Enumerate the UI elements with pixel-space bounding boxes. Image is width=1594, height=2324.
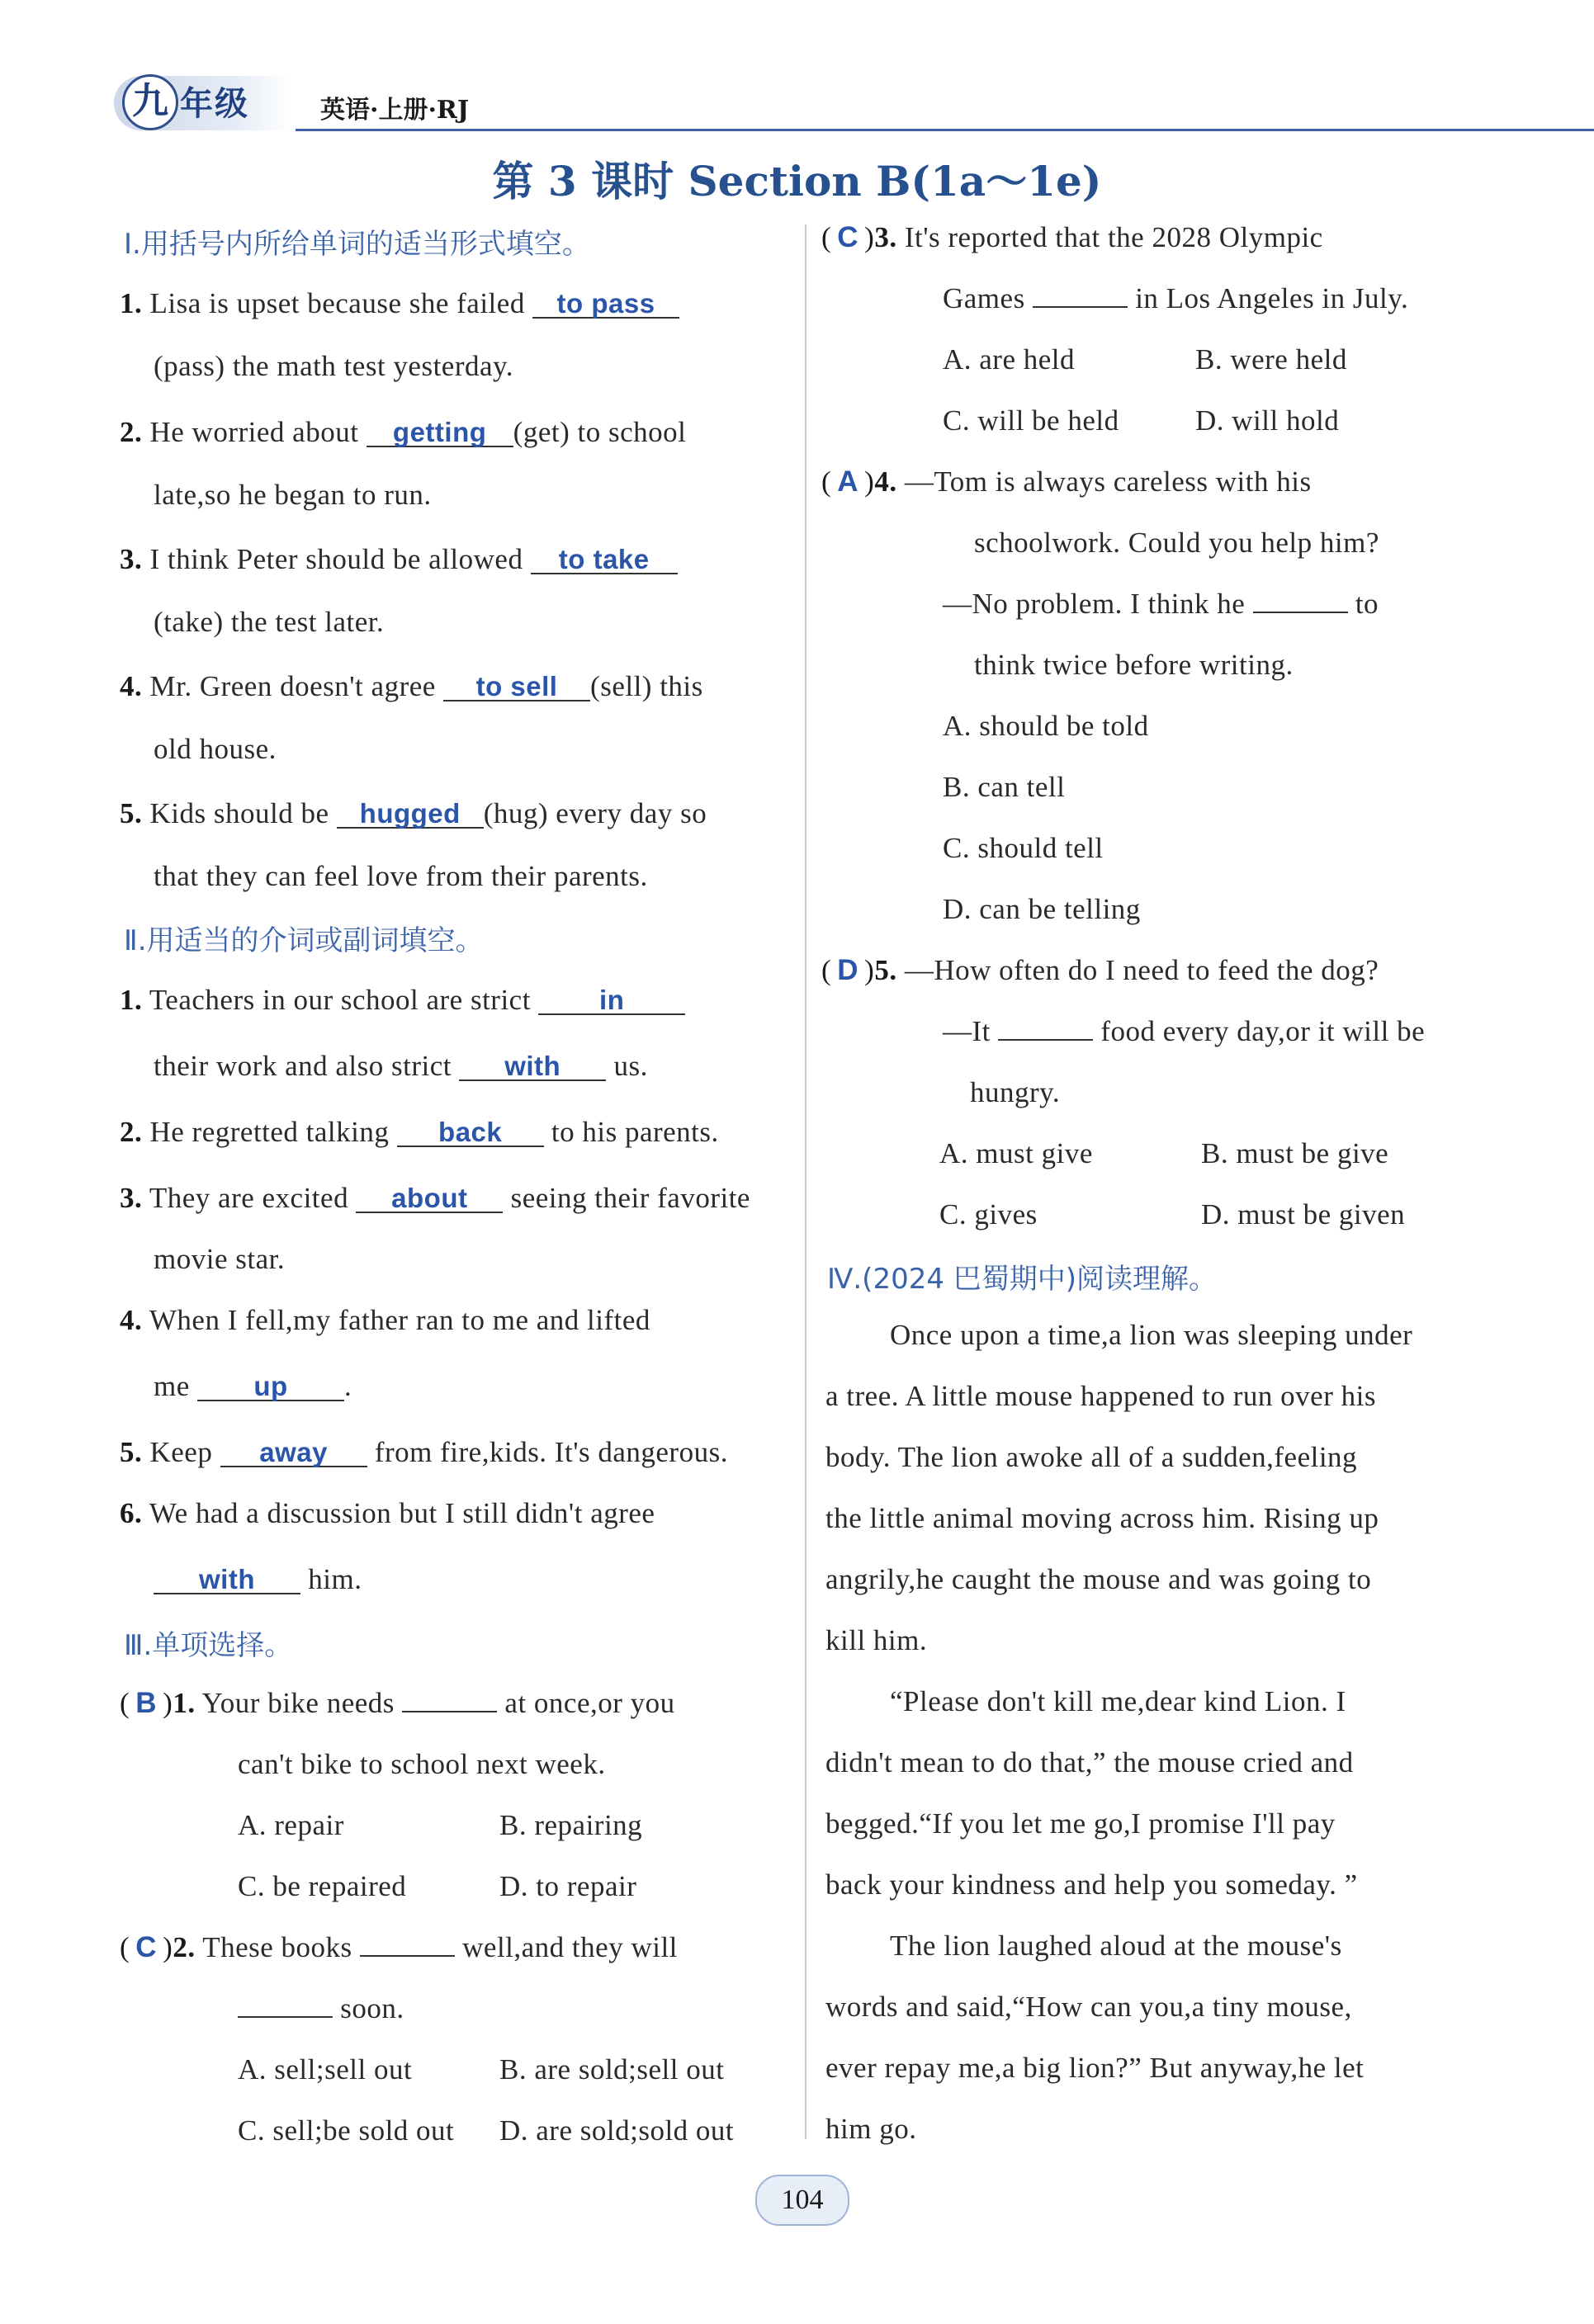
s1-q4-answer: to sell [443, 673, 590, 701]
section-2-heading: Ⅱ.用适当的介词或副词填空。 [124, 924, 484, 957]
passage-line: a tree. A little mouse happened to run over his [825, 1380, 1376, 1412]
s3-q3-line1: ( C )3. It's reported that the 2028 Olympic [821, 221, 1323, 253]
s2-q5-answer: away [220, 1439, 367, 1467]
s2-q6-line2 [154, 1563, 362, 1596]
s3-q2-opt-c: C. sell;be sold out [238, 2114, 455, 2147]
s3-q3-line2 [943, 282, 1408, 315]
s3-q4-text-c: —No problem. I think he [943, 588, 1246, 620]
s1-q3-line2: (take) the test later. [154, 606, 385, 638]
s3-q1-num: 1. [173, 1687, 196, 1719]
passage-line: “Please don't kill me,dear kind Lion. I [890, 1685, 1346, 1717]
s1-q1-line1 [120, 287, 679, 320]
s1-q2-num: 2. [120, 416, 143, 448]
s3-q3-num: 3. [874, 221, 897, 253]
s3-q2-blank-2 [238, 1995, 333, 2018]
s2-q6-text: We had a discussion but I still didn't agree [149, 1497, 655, 1529]
s2-q6-text-b: him. [308, 1563, 362, 1595]
s1-q3-text: I think Peter should be allowed [149, 543, 523, 575]
subject-label: 英语·上册·RJ [320, 96, 470, 125]
s3-q3-opt-c: C. will be held [943, 404, 1119, 437]
passage-line: ever repay me,a big lion?” But anyway,he let [825, 2052, 1365, 2084]
s1-q1-num: 1. [120, 287, 143, 319]
passage-line: The lion laughed aloud at the mouse's [890, 1930, 1342, 1962]
s3-q1-line1: ( B )1. Your bike needs at once,or you [120, 1687, 675, 1719]
s2-q3-answer: about [356, 1185, 503, 1213]
s3-q1-opt-a: A. repair [238, 1809, 344, 1841]
s3-q5-blank [998, 1018, 1093, 1041]
s1-q5-text: Kids should be [149, 797, 329, 829]
s2-q5-text-b: from fire,kids. It's dangerous. [374, 1436, 728, 1468]
s3-q4-opt-c: C. should tell [943, 832, 1104, 864]
s2-q2-text: He regretted talking [149, 1116, 390, 1148]
s3-q4-text: —Tom is always careless with his [904, 465, 1312, 498]
s3-q5-line2 [943, 1015, 1425, 1048]
s3-q2-text: These books [202, 1931, 352, 1963]
s3-q3-opt-a: A. are held [943, 343, 1076, 376]
s3-q2-line2 [238, 1992, 404, 2025]
grade-label: 年级 [180, 85, 249, 123]
page-header [114, 73, 1484, 139]
s3-q5-line1: ( D )5. —How often do I need to feed the dog? [821, 954, 1379, 986]
s1-q4-line2: old house. [154, 733, 277, 765]
s1-q4-text: Mr. Green doesn't agree [149, 670, 436, 702]
s3-q3-answer: C [837, 221, 859, 253]
s2-q4-num: 4. [120, 1304, 143, 1336]
s3-q4-text-d: to [1355, 588, 1379, 620]
s1-q4-line1 [120, 670, 703, 703]
section-4-heading: Ⅳ.(2024 巴蜀期中)阅读理解。 [827, 1263, 1218, 1296]
s3-q2-opt-a: A. sell;sell out [238, 2053, 413, 2085]
s2-q1-text: Teachers in our school are strict [149, 984, 531, 1016]
s2-q2-num: 2. [120, 1116, 143, 1148]
s2-q1-text-b: their work and also strict [154, 1050, 452, 1082]
s1-q2-line1 [120, 416, 686, 449]
s2-q4-text: When I fell,my father ran to me and lifted [149, 1304, 650, 1336]
passage-line: body. The lion awoke all of a sudden,feeling [825, 1441, 1358, 1473]
s2-q1-answer: in [538, 987, 685, 1015]
s3-q2-num: 2. [173, 1931, 196, 1963]
s3-q5-num: 5. [874, 954, 897, 986]
s3-q1-answer: B [135, 1687, 158, 1719]
s3-q4-line4: think twice before writing. [974, 649, 1294, 681]
s3-q5-text-c: food every day,or it will be [1100, 1015, 1426, 1047]
s2-q5-num: 5. [120, 1436, 143, 1468]
s3-q5-line3: hungry. [970, 1076, 1061, 1108]
s1-q3-answer: to take [531, 546, 678, 574]
column-divider [805, 224, 806, 2139]
s1-q5-text-b: (hug) every day so [483, 797, 707, 829]
s2-q3-line1 [120, 1182, 750, 1215]
s3-q1-line2: can't bike to school next week. [238, 1748, 606, 1780]
s3-q2-text-c: soon. [340, 1992, 404, 2024]
s3-q3-opt-b: B. were held [1195, 343, 1347, 376]
s3-q4-opt-d: D. can be telling [943, 893, 1141, 925]
s3-q5-text: —How often do I need to feed the dog? [904, 954, 1379, 986]
page-number: 104 [755, 2175, 849, 2226]
s1-q5-line1 [120, 797, 707, 830]
s3-q5-opt-a: A. must give [939, 1137, 1093, 1169]
s3-q2-line1: ( C )2. These books well,and they will [120, 1931, 678, 1963]
s3-q1-blank [402, 1689, 497, 1712]
s1-q3-line1 [120, 543, 678, 576]
passage-line: begged.“If you let me go,I promise I'll pay [825, 1807, 1336, 1840]
s3-q5-text-b: —It [943, 1015, 991, 1047]
passage-line: kill him. [825, 1624, 928, 1656]
s3-q2-blank-1 [360, 1934, 455, 1957]
s3-q4-opt-a: A. should be told [943, 710, 1149, 742]
passage-line: words and said,“How can you,a tiny mouse, [825, 1991, 1352, 2023]
s3-q2-text-b: well,and they will [462, 1931, 678, 1963]
passage-line: back your kindness and help you someday. ” [825, 1868, 1358, 1901]
passage-line: the little animal moving across him. Rising up [825, 1502, 1379, 1534]
s3-q4-blank [1253, 590, 1348, 613]
s1-q2-text: He worried about [149, 416, 359, 448]
s3-q1-text: Your bike needs [201, 1687, 395, 1719]
s2-q4-line2 [154, 1370, 352, 1403]
s2-q3-text: They are excited [149, 1182, 349, 1214]
s2-q1-line2 [154, 1050, 648, 1083]
s1-q1-answer: to pass [532, 290, 679, 319]
s2-q3-num: 3. [120, 1182, 143, 1214]
s1-q5-num: 5. [120, 797, 143, 829]
s2-q3-text-b: seeing their favorite [510, 1182, 750, 1214]
s2-q4-text-b: me [154, 1370, 190, 1402]
passage-line: angrily,he caught the mouse and was going to [825, 1563, 1372, 1595]
s1-q4-num: 4. [120, 670, 143, 702]
s2-q4-answer: up [197, 1373, 344, 1401]
s2-q2-line1 [120, 1116, 719, 1149]
s3-q1-text-b: at once,or you [504, 1687, 675, 1719]
s3-q4-line3 [943, 588, 1379, 621]
s1-q5-answer: hugged [337, 801, 484, 829]
s1-q4-text-b: (sell) this [590, 670, 703, 702]
s2-q1-text-c: us. [613, 1050, 648, 1082]
s1-q1-text: Lisa is upset because she failed [149, 287, 525, 319]
s3-q1-opt-b: B. repairing [499, 1809, 643, 1841]
s3-q3-text-b: Games [943, 282, 1025, 314]
s2-q2-text-b: to his parents. [551, 1116, 719, 1148]
s2-q5-line1 [120, 1436, 728, 1469]
s3-q2-opt-b: B. are sold;sell out [499, 2053, 725, 2085]
section-1-heading: Ⅰ.用括号内所给单词的适当形式填空。 [124, 228, 590, 261]
s2-q4-line1 [120, 1304, 650, 1337]
s2-q1-answer-2: with [459, 1053, 606, 1081]
s3-q3-opt-d: D. will hold [1195, 404, 1340, 437]
passage-line: didn't mean to do that,” the mouse cried and [825, 1746, 1354, 1778]
s3-q1-opt-d: D. to repair [499, 1870, 637, 1902]
s3-q4-num: 4. [874, 465, 897, 498]
s3-q3-text-c: in Los Angeles in July. [1135, 282, 1409, 314]
lesson-title: 第 3 课时 Section B(1a～1e) [492, 157, 1102, 205]
s1-q1-line2: (pass) the math test yesterday. [154, 350, 514, 382]
passage-line: him go. [825, 2113, 917, 2145]
s2-q5-text: Keep [149, 1436, 213, 1468]
s3-q3-blank [1033, 285, 1128, 308]
s3-q5-opt-c: C. gives [939, 1198, 1038, 1230]
s1-q3-num: 3. [120, 543, 143, 575]
s2-q3-line2: movie star. [154, 1243, 286, 1275]
s3-q4-answer: A [837, 465, 859, 498]
s3-q3-text: It's reported that the 2028 Olympic [904, 221, 1323, 253]
passage-line: Once upon a time,a lion was sleeping under [890, 1319, 1413, 1351]
grade-glyph: 九 [122, 74, 178, 130]
s2-q1-line1 [120, 984, 685, 1017]
s2-q2-answer: back [397, 1119, 544, 1147]
s2-q6-num: 6. [120, 1497, 143, 1529]
header-rule [296, 129, 1594, 131]
s3-q4-opt-b: B. can tell [943, 771, 1066, 803]
s3-q4-line2: schoolwork. Could you help him? [974, 527, 1379, 559]
s3-q4-line1: ( A )4. —Tom is always careless with his [821, 465, 1312, 498]
s1-q2-text-b: (get) to school [513, 416, 687, 448]
s3-q1-opt-c: C. be repaired [238, 1870, 407, 1902]
s1-q5-line2: that they can feel love from their parents. [154, 860, 648, 892]
s3-q2-answer: C [135, 1931, 158, 1963]
s3-q5-opt-b: B. must be give [1201, 1137, 1389, 1169]
s2-q6-line1 [120, 1497, 655, 1530]
s3-q5-opt-d: D. must be given [1201, 1198, 1406, 1230]
s2-q1-num: 1. [120, 984, 143, 1016]
s2-q6-answer: with [154, 1566, 300, 1594]
s2-q4-text-c: . [344, 1370, 352, 1402]
s3-q2-opt-d: D. are sold;sold out [499, 2114, 735, 2147]
s1-q2-line2: late,so he began to run. [154, 479, 432, 511]
s1-q2-answer: getting [367, 419, 513, 447]
section-3-heading: Ⅲ.单项选择。 [124, 1629, 293, 1662]
s3-q5-answer: D [837, 954, 859, 986]
